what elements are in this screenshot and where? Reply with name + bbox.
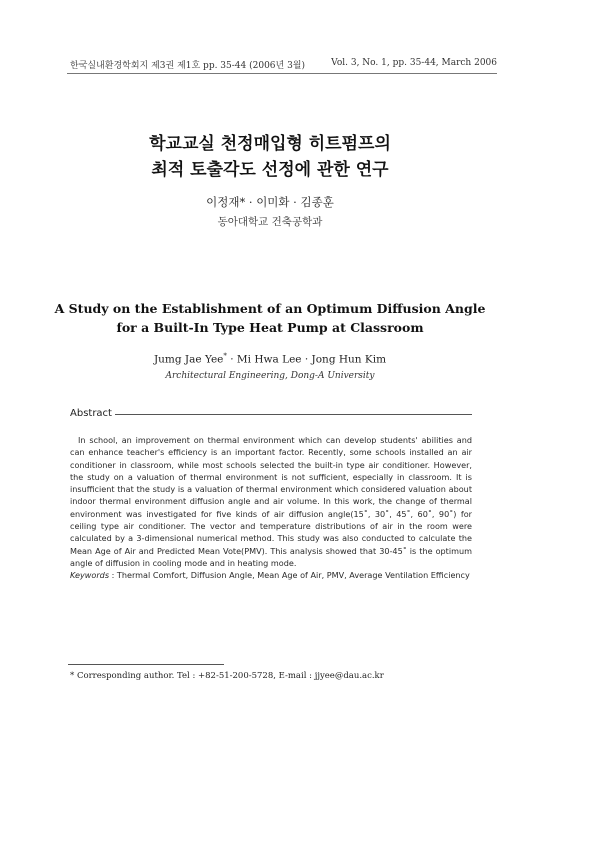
abstract-rule [115, 414, 472, 415]
korean-title-line-2: 최적 토출각도 선정에 관한 연구 [151, 160, 389, 180]
journal-header-korean: 한국실내환경학회지 제3권 제1호 pp. 35-44 (2006년 3월) [70, 61, 306, 71]
english-affiliation: Architectural Engineering, Dong-A University [165, 371, 375, 381]
english-authors [0, 352, 540, 366]
footnote-rule [68, 664, 224, 665]
header-rule [67, 73, 497, 74]
keywords [70, 570, 472, 580]
korean-title-line-1: 학교교실 천정매입형 히트펌프의 [149, 134, 391, 154]
abstract-label: Abstract [70, 408, 112, 419]
keywords-label: Keywords [70, 570, 110, 580]
keywords-text: : Thermal Comfort, Diffusion Angle, Mean Age of Air, PMV, Average Ventilation Efficiency [109, 570, 470, 580]
co-authors: · Mi Hwa Lee · Jong Hun Kim [226, 353, 387, 366]
korean-affiliation: 동아대학교 건축공학과 [217, 216, 323, 228]
journal-header-english: Vol. 3, No. 1, pp. 35-44, March 2006 [331, 58, 497, 68]
corresponding-author: Jumg Jae Yee [153, 353, 224, 366]
footnote: * Corresponding author. Tel : +82-51-200-5728, E-mail : jjyee@dau.ac.kr [70, 671, 384, 681]
abstract-heading [70, 408, 472, 419]
abstract-body: In school, an improvement on thermal environment which can develop students' abilities and can enhance teacher's efficiency is an important factor. Recently, some schools installed an air conditioner in classroom, while most schools selected the built-in type air conditioner. However, the study on a valuation of thermal environment is not sufficient, especially in classroom. It is insufficient that the study is a valuation of thermal environment which considered valuation about indoor thermal environment diffusion angle and air volume. In this work, the change of thermal environment was investigated for five kinds of air diffusion angle(15˚, 30˚, 45˚, 60˚, 90˚) for ceiling type air conditioner. The vector and temperature distributions of air in the room were calculated by a 3-dimensional numerical method. This study was also conducted to calculate the Mean Age of Air and Predicted Mean Vote(PMV). This analysis showed that 30-45˚ is the optimum angle of diffusion in cooling mode and in heating mode. [70, 435, 472, 568]
english-title-line-1: A Study on the Establishment of an Optimum Diffusion Angle [54, 301, 486, 316]
korean-authors: 이정재* · 이미화 · 김종훈 [206, 195, 334, 209]
corresponding-mark: * [223, 352, 227, 360]
english-title-line-2: for a Built-In Type Heat Pump at Classroom [116, 320, 424, 335]
